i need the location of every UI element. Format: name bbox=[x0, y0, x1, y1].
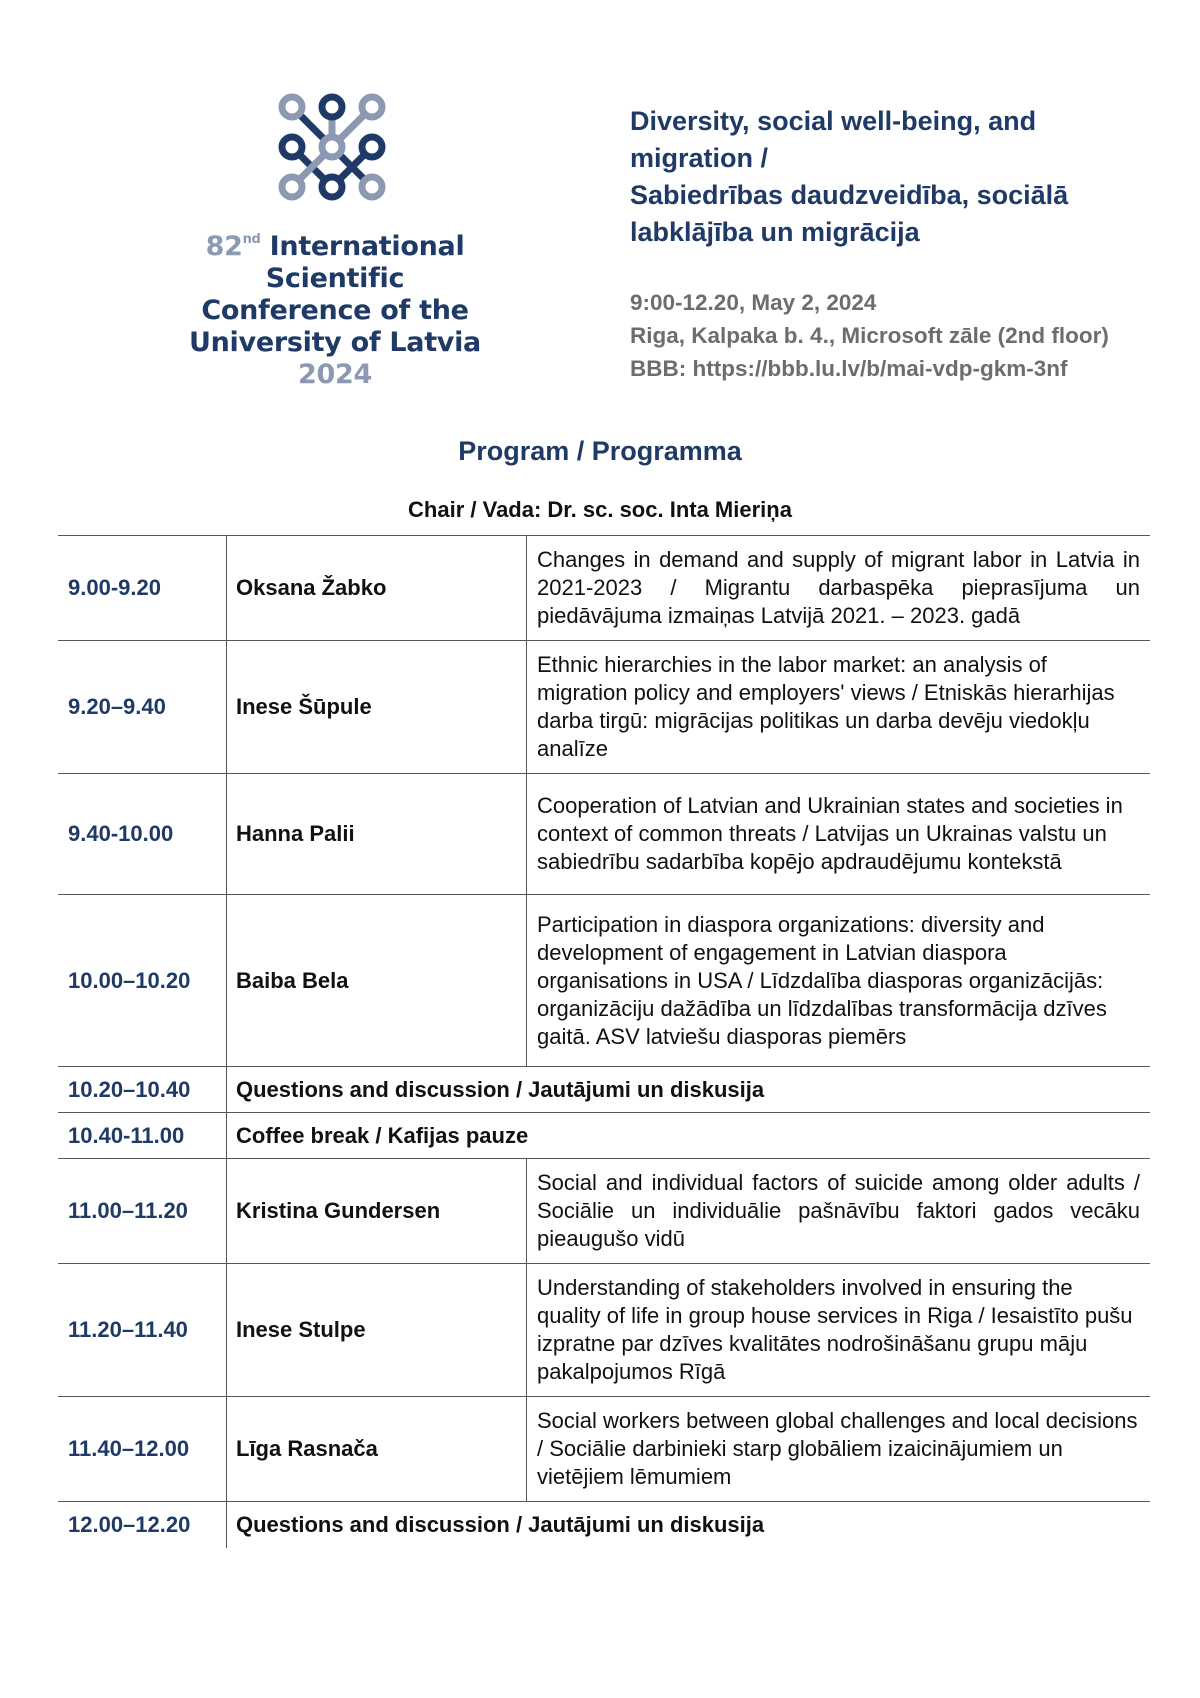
program-break: Coffee break / Kafijas pauze bbox=[227, 1113, 1151, 1159]
program-speaker: Hanna Palii bbox=[227, 774, 527, 895]
program-time: 11.40–12.00 bbox=[58, 1397, 227, 1502]
program-break: Questions and discussion / Jautājumi un diskusija bbox=[227, 1067, 1151, 1113]
program-time: 11.20–11.40 bbox=[58, 1264, 227, 1397]
program-speaker: Oksana Žabko bbox=[227, 536, 527, 641]
conference-network-logo bbox=[277, 92, 387, 202]
program-talk-title: Participation in diaspora organizations: diversity and development of engagement in Latvian diaspora organisations in USA / Līdzdalība diasporas organizācijās: organizāciju dažādība un līdzdalības transformācija dzīves gaitā. ASV latviešu diasporas piemērs bbox=[527, 895, 1151, 1067]
program-table bbox=[58, 535, 1150, 1548]
program-speaker: Inese Šūpule bbox=[227, 641, 527, 774]
program-talk-title: Social workers between global challenges and local decisions / Sociālie darbinieki starp globāliem izaicinājumiem un vietējiem lēmumiem bbox=[527, 1397, 1151, 1502]
program-row bbox=[58, 1397, 1150, 1502]
session-location: Riga, Kalpaka b. 4., Microsoft zāle (2nd floor) bbox=[630, 323, 1109, 348]
program-time: 11.00–11.20 bbox=[58, 1159, 227, 1264]
program-speaker: Kristina Gundersen bbox=[227, 1159, 527, 1264]
session-header bbox=[630, 103, 1170, 385]
program-row bbox=[58, 895, 1150, 1067]
conference-logo bbox=[150, 92, 520, 391]
program-time: 10.40-11.00 bbox=[58, 1113, 227, 1159]
program-time: 10.20–10.40 bbox=[58, 1067, 227, 1113]
session-chair: Chair / Vada: Dr. sc. soc. Inta Mieriņa bbox=[408, 497, 792, 522]
session-title: Diversity, social well-being, and migration / Sabiedrības daudzveidība, sociālā labklājība un migrācija bbox=[630, 106, 1069, 247]
session-link[interactable]: BBB: https://bbb.lu.lv/b/mai-vdp-gkm-3nf bbox=[630, 356, 1068, 381]
program-row bbox=[58, 1159, 1150, 1264]
program-talk-title: Ethnic hierarchies in the labor market: an analysis of migration policy and employers' views / Etniskās hierarhijas darba tirgū: migrācijas politikas un darba devēju viedokļu analīze bbox=[527, 641, 1151, 774]
program-speaker: Līga Rasnača bbox=[227, 1397, 527, 1502]
program-row bbox=[58, 1264, 1150, 1397]
program-time: 9.00-9.20 bbox=[58, 536, 227, 641]
program-title: Program / Programma bbox=[458, 436, 742, 466]
session-time: 9:00-12.20, May 2, 2024 bbox=[630, 290, 877, 315]
program-time: 12.00–12.20 bbox=[58, 1502, 227, 1548]
conference-name: 82nd International Scientific Conference of the University of Latvia 2024 bbox=[189, 231, 481, 390]
program-talk-title: Social and individual factors of suicide among older adults / Sociālie un individuālie pašnāvību faktori gados vecāku pieaugušo vidū bbox=[527, 1159, 1151, 1264]
program-speaker: Inese Stulpe bbox=[227, 1264, 527, 1397]
program-time: 9.40-10.00 bbox=[58, 774, 227, 895]
program-break: Questions and discussion / Jautājumi un diskusija bbox=[227, 1502, 1151, 1548]
session-meta bbox=[630, 286, 1170, 385]
program-talk-title: Understanding of stakeholders involved in ensuring the quality of life in group house services in Riga / Iesaistīto pušu izpratne par dzīves kvalitātes nodrošināšanu grupu māju pakalpojumos Rīgā bbox=[527, 1264, 1151, 1397]
program-time: 9.20–9.40 bbox=[58, 641, 227, 774]
program-row bbox=[58, 774, 1150, 895]
program-speaker: Baiba Bela bbox=[227, 895, 527, 1067]
program-row bbox=[58, 641, 1150, 774]
program-time: 10.00–10.20 bbox=[58, 895, 227, 1067]
program-row bbox=[58, 536, 1150, 641]
program-talk-title: Cooperation of Latvian and Ukrainian states and societies in context of common threats / Latvijas un Ukrainas valstu un sabiedrību sadarbība kopējo apdraudējumu kontekstā bbox=[527, 774, 1151, 895]
program-talk-title: Changes in demand and supply of migrant labor in Latvia in 2021-2023 / Migrantu darbaspēka pieprasījuma un piedāvājuma izmaiņas Latvijā 2021. – 2023. gadā bbox=[527, 536, 1151, 641]
program-row bbox=[58, 1113, 1150, 1159]
program-row bbox=[58, 1067, 1150, 1113]
program-row bbox=[58, 1502, 1150, 1548]
